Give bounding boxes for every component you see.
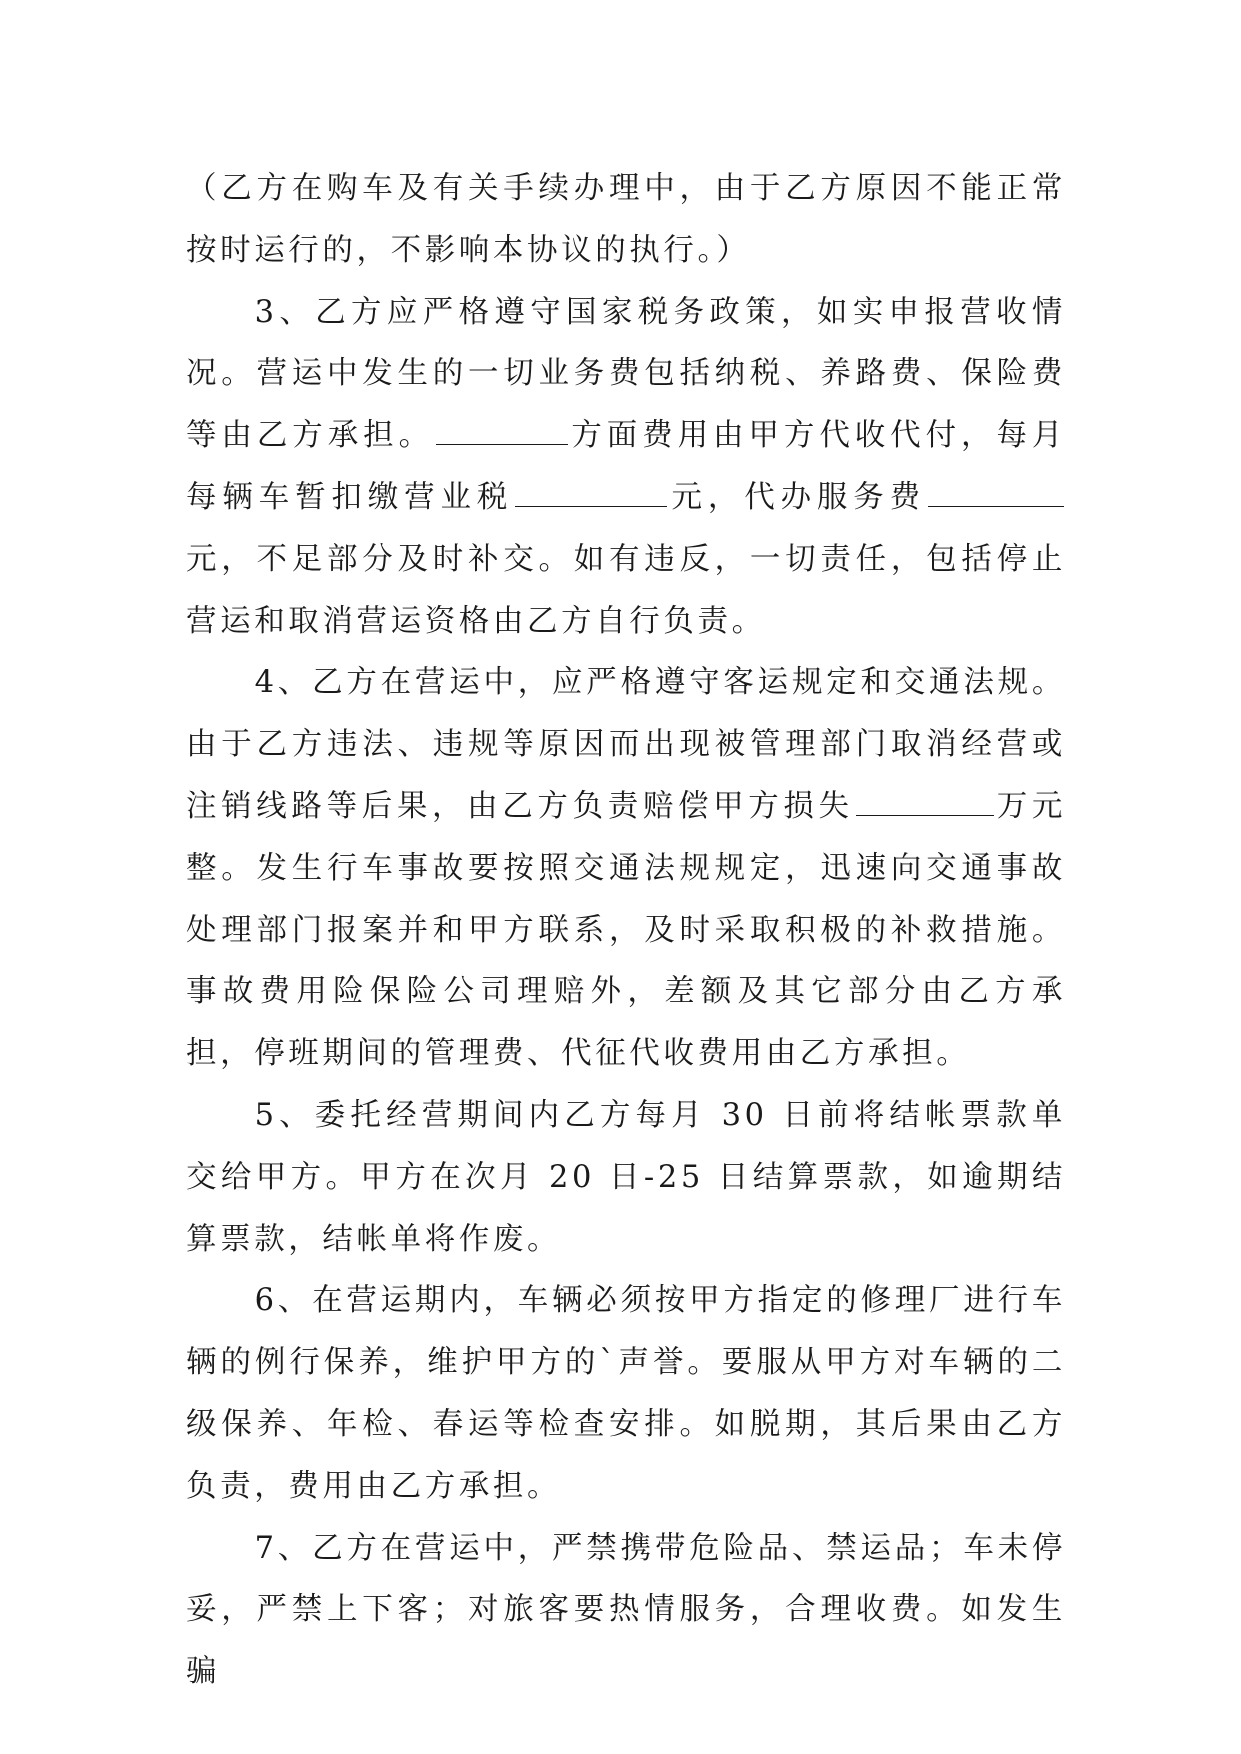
fill-blank (856, 783, 994, 816)
paragraph-text: 方面费用由甲方代收代付，每月每辆车暂扣缴营业税 (186, 418, 1066, 515)
paragraph-text: 3、乙方应严格遵守国家税务政策，如实申报营收情况。营运中发生的一切业务费包括纳税、养路费、保险费等由乙方承担。 (186, 294, 1066, 454)
paragraph-text: 元，不足部分及时补交。如有违反，一切责任，包括停止营运和取消营运资格由乙方自行负责。 (186, 541, 1066, 639)
paragraph-text: 万元整。发生行车事故要按照交通法规规定，迅速向交通事故处理部门报案并和甲方联系，及时采取积极的补救措施。事故费用险保险公司理赔外，差额及其它部分由乙方承担，停班期间的管理费、代征代收费用由乙方承担。 (186, 788, 1067, 1072)
paragraph-clause-3 (186, 282, 1066, 653)
paragraph-clause-7 (186, 1518, 1066, 1703)
paragraph-text: 7、乙方在营运中，严禁携带危险品、禁运品；车未停妥，严禁上下客；对旅客要热情服务，合理收费。如发生骗 (186, 1530, 1066, 1690)
paragraph-note (186, 158, 1066, 282)
fill-blank (436, 412, 568, 445)
paragraph-text: 5、委托经营期间内乙方每月 30 日前将结帐票款单交给甲方。甲方在次月 20 日-25 日结算票款，如逾期结算票款，结帐单将作废。 (186, 1097, 1066, 1257)
paragraph-clause-6 (186, 1270, 1066, 1517)
paragraph-text: （乙方在购车及有关手续办理中，由于乙方原因不能正常按时运行的，不影响本协议的执行。） (186, 171, 1066, 268)
paragraph-text: 4、乙方在营运中，应严格遵守客运规定和交通法规。由于乙方违法、违规等原因而出现被管理部门取消经营或注销线路等后果，由乙方负责赔偿甲方损失 (186, 665, 1066, 824)
paragraph-clause-5 (186, 1085, 1066, 1270)
paragraph-text: 元，代办服务费 (669, 479, 927, 515)
document-body (186, 158, 1066, 1703)
fill-blank (928, 474, 1064, 507)
paragraph-clause-4 (186, 652, 1066, 1085)
paragraph-text: 6、在营运期内，车辆必须按甲方指定的修理厂进行车辆的例行保养，维护甲方的`声誉。要服从甲方对车辆的二级保养、年检、春运等检查安排。如脱期，其后果由乙方负责，费用由乙方承担。 (186, 1283, 1066, 1504)
fill-blank (515, 474, 667, 507)
